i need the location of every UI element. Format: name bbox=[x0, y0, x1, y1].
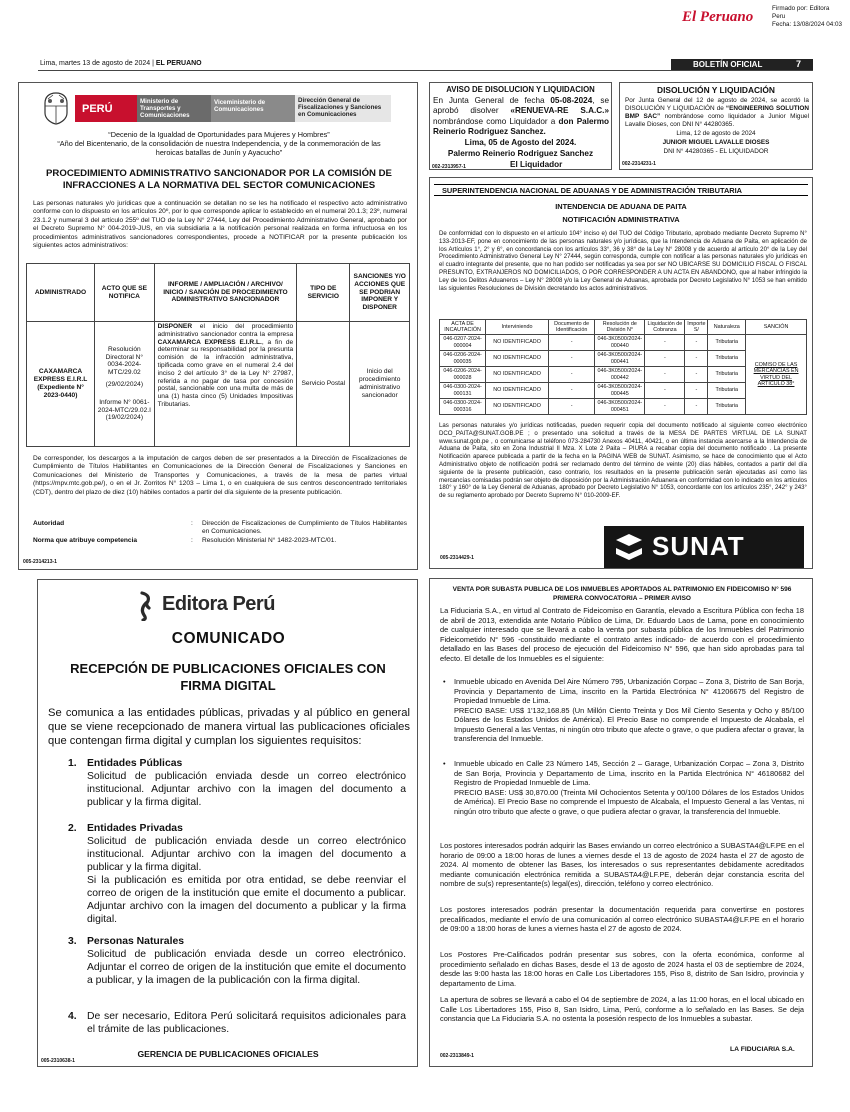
subasta-intro: La Fiduciaria S.A., en virtud al Contrato de Fideicomiso en Garantía, elevado a Escritura Pública con fecha 18 de abril de 2013, extendida ante Notario Público de Lima, Dr. Eduardo Laos de Lama, pone en conocimiento de cualquier interesado que se llevará a cabo la venta por subasta pública de los Inmuebles del Patrimonio Fideicometido N° 596 -constituido mediante el contrato antes indicado- de acuerdo con el procedimiento detallado en las Bases del proceso de ejecución del Fideicomiso N° 596, que han sido aprobadas para tal efecto. El detalle de los Inmuebles es el siguiente: bbox=[440, 606, 804, 663]
sunat-logo-text: SUNAT bbox=[652, 531, 745, 561]
subasta-notice: VENTA POR SUBASTA PUBLICA DE LOS INMUEBLES APORTADOS AL PATRIMONIO EN FIDEICOMISO N° 596 PRIMERA CONVOCATORIA – PRIMER AVISO La Fiduciaria S.A., en virtud al Contrato de Fideicomiso en Garantía, elevado a Escritura Pública con fecha 18 de abril de 2013, extendida ante Notario Público de Lima, Dr. Eduardo Laos de Lama, pone en conocimiento de cualquier interesado que se llevará a cabo la venta por subasta pública de los Inmuebles del Patrimonio Fideicometido N° 596 -constituido mediante el contrato antes indicado- de acuerdo con el procedimiento detallado en las Bases del proceso de ejecución del Fideicomiso N° 596, que han sido aprobadas para tal efecto. El detalle de los Inmuebles es el siguiente: • Inmueble ubicado en Avenida Del Aire Número 795, Urbanización Corpac – Zona 3, Distrito de San Borja, Provincia y Departamento de Lima, inscrito en la Partida Electrónica N° 41206675 del Registro de Propiedad Inmueble de Lima. PRECIO BASE: US$ 1'132,168.85 (Un Millón Ciento Treinta y Dos Mil Ciento Sesenta y Ocho y 85/100 Dólares de los Estados Unidos de América). El Precio Base no comprende el Impuesto de Alcabala, el Impuesto General a las Ventas, ni ningún otro tributo que afecte o grave, o que pudiera afectar o gravar, la transferencia del Inmueble. • Inmueble ubicado en Calle 23 Número 145, Sección 2 – Garage, Urbanización Corpac – Zona 3, Distrito de San Borja, Provincia y Departamento de Lima, inscrito en la Partida Electrónica N° 46180682 del Registro de Propiedad Inmueble de Lima. PRECIO BASE: US$ 30,870.00 (Treinta Mil Ochocientos Setenta y 00/100 Dólares de los Estados Unidos de América). El Precio Base no comprende el Impuesto de Alcabala, el Impuesto General a las Ventas, ni ningún otro tributo que afecte o grave, o que pudiera afectar o gravar, la transferencia del Inmueble. Los postores interesados podrán adquirir las Bases enviando un correo electrónico a SUBASTA4@LF.PE en el horario de 09:00 a 18:00 horas de lunes a viernes desde el 13 de agosto de 2024 hasta el 27 de agosto de 2024. Al momento de obtener las Bases, los interesados o sus representantes debidamente acreditados mediante comunicación electrónica remitida a SUBASTA4@LF.PE, deberán dejar constancia escrita del nombre de su(s) representante(s) legal(es), dirección, teléfono y correo electrónico. Los postores interesados podrán presentar la documentación requerida para convertirse en postores precalificados, mediante el envío de una comunicación al correo electrónico SUBASTA4@LF.PE en el horario de 09:00 a 18:00 horas de lunes a viernes hasta el 27 de agosto de 2024. Los Postores Pre-Calificados podrán presentar sus sobres, con la oferta económica, conforme al procedimiento señalado en dichas Bases, desde el 13 de agosto de 2024 hasta el 03 de septiembre de 2024, desde las 9:00 hasta las 18:00 horas en Calle Los Libertadores 155, Piso 8, distrito de San Isidro, provincia y departamento de Lima. La apertura de sobres se llevará a cabo el 04 de septiembre de 2024, a las 11:00 horas, en el local ubicado en Calle Los Libertadores 155, Piso 8, San Isidro, Lima, Perú, conforme a lo señalado en las Bases. Se deja constancia que La Fiduciaria S.A. no ostenta la posesión respecto de los Inmuebles a subastar. 002-2313849-1 LA FIDUCIARIA S.A. bbox=[429, 578, 813, 1067]
table-row: 046-0300-2024-000131 NO IDENTIFICADO - 046-3K0500/2024-000445 - - Tributaria bbox=[440, 383, 807, 399]
editora-brand: Editora Perú bbox=[162, 593, 275, 615]
mtc-header-logo bbox=[41, 91, 391, 125]
tipo-cell: Servicio Postal bbox=[297, 322, 350, 447]
section-title: BOLETÍN OFICIAL bbox=[693, 60, 763, 69]
renueva-title: AVISO DE DISOLUCION Y LIQUIDACION bbox=[446, 85, 595, 94]
editora-code: 005-2310638-1 bbox=[41, 1058, 75, 1064]
signature-text: Firmado por: Editora Peru Fecha: 13/08/2024 04:03 bbox=[772, 5, 843, 28]
peru-logo-box: PERÚ bbox=[75, 95, 137, 122]
decenio-text: “Decenio de la Igualdad de Oportunidades para Mujeres y Hombres” bbox=[108, 130, 330, 139]
table-row: 046-0206-2024-000028 NO IDENTIFICADO - 046-3K0500/2024-000442 - - Tributaria bbox=[440, 367, 807, 383]
norma-value: Resolución Ministerial N° 1482-2023-MTC/01. bbox=[202, 537, 337, 544]
bullet-icon: • bbox=[443, 759, 446, 768]
editora-logo bbox=[136, 590, 326, 622]
table-row: 046-0207-2024-000004 NO IDENTIFICADO - 046-3K0500/2024-000440 - - Tributaria COMISO DE LAS MERCANCIAS EN VIRTUD DEL ARTÍCULO 38° bbox=[440, 335, 807, 351]
colon: : bbox=[191, 537, 193, 544]
autoridad-label: Autoridad bbox=[33, 520, 65, 527]
table-header: Naturaleza bbox=[708, 320, 746, 335]
el-peruano-signature-logo: El Peruano bbox=[682, 9, 754, 25]
sancion-cell: COMISO DE LAS MERCANCIAS EN VIRTUD DEL ARTÍCULO 38° bbox=[746, 335, 807, 415]
table-header: Interviniendo bbox=[486, 320, 549, 335]
direction-logo-box: Dirección General de Fiscalizaciones y Sanciones en Comunicaciones bbox=[295, 95, 391, 122]
norma-label: Norma que atribuye competencia bbox=[33, 537, 138, 544]
engineering-code: 002-2314231-1 bbox=[622, 161, 656, 167]
mtc-intro: Las personas naturales y/o jurídicas que a continuación se detallan no se les ha notificado el respectivo acto administrativo conforme con lo dispuesto en los artículos 20º, por lo que corresponde aplicar lo establecido en el numeral 20.1.3; 23º, numeral 23.1.2 y numeral 3 del artículo 255º del TUO de la Ley N° 27444, Ley del Procedimiento Administrativo General, aprobado por el Decreto Supremo N° 004-2019-JUS, en vía subsidiaria a la notificación personal realizada en forma infructuosa en los procedimientos administrativos sancionadores correspondientes, procede a NOTIFICAR por la presente publicación los siguientes actos administrativos: bbox=[33, 200, 407, 250]
engineering-body: Por Junta General del 12 de agosto de 2024, se acordó la DISOLUCIÓN Y LIQUIDACIÓN de “ENGINEERING SOLUTION BMP SAC” nombrándose como liquidador a Junior Miguel Lavalle Dioses, con DNI N° 44280365. bbox=[625, 97, 809, 128]
colon: : bbox=[191, 520, 193, 527]
subasta-title: VENTA POR SUBASTA PUBLICA DE LOS INMUEBLES APORTADOS AL PATRIMONIO EN FIDEICOMISO N° 596 bbox=[452, 586, 792, 593]
engineering-notice bbox=[619, 82, 813, 170]
vice-logo-box: Viceministerio de Comunicaciones bbox=[211, 95, 295, 122]
renueva-role: El Liquidador bbox=[510, 160, 563, 169]
sunat-logo bbox=[604, 526, 804, 568]
subasta-p2: Los postores interesados podrán presentar la documentación requerida para convertirse en postores precalificados, mediante el envío de una comunicación al correo electrónico SUBASTA4@LF.PE en el horario de 09:00 a 18:00 horas de lunes a viernes hasta el 27 de agosto de 2024. bbox=[440, 905, 804, 933]
acto-cell: Resolución Directoral N° 0034-2024-MTC/29.02 (29/02/2024) Informe N° 0061-2024-MTC/29.02.I (19/02/2024) bbox=[95, 322, 155, 447]
sunat-notice bbox=[429, 177, 813, 569]
mtc-code: 005-2314213-1 bbox=[23, 559, 57, 565]
table-header: SANCIÓN bbox=[746, 320, 807, 335]
renueva-notice bbox=[429, 82, 612, 170]
administrado-cell: CAXAMARCA EXPRESS E.I.R.L (Expediente N° 2023-0440) bbox=[27, 322, 95, 447]
comunicado-title: COMUNICADO bbox=[171, 630, 286, 647]
table-header: Resolución de División N° bbox=[595, 320, 645, 335]
table-header: SANCIONES Y/O ACCIONES QUE SE PODRIAN IMPONER Y DISPONER bbox=[350, 264, 410, 322]
subasta-code: 002-2313849-1 bbox=[440, 1053, 474, 1059]
signature-block bbox=[682, 3, 847, 33]
engineering-place: Lima, 12 de agosto de 2024 bbox=[676, 130, 756, 137]
renueva-place: Lima, 05 de Agosto del 2024. bbox=[464, 138, 577, 147]
ministry-logo-box: Ministerio de Transportes y Comunicaciones bbox=[137, 95, 211, 122]
sunat-intendencia: INTENDENCIA DE ADUANA DE PAITA bbox=[555, 202, 687, 211]
editora-title: RECEPCIÓN DE PUBLICACIONES OFICIALES CON FIRMA DIGITAL bbox=[70, 661, 386, 693]
sunat-code: 005-2314429-1 bbox=[440, 555, 474, 561]
table-header: ADMINISTRADO bbox=[27, 264, 95, 322]
anio-text: “Año del Bicentenario, de la consolidación de nuestra Independencia, y de la conmemoración de las heroicas batallas de Junín y Ayacucho” bbox=[57, 139, 381, 157]
sunat-header-bar: SUPERINTENDENCIA NACIONAL DE ADUANAS Y DE ADMINISTRACIÓN TRIBUTARIA bbox=[434, 184, 808, 196]
table-row: 046-0206-2024-000035 NO IDENTIFICADO - 046-3K0500/2024-000441 - - Tributaria bbox=[440, 351, 807, 367]
table-header: ACTO QUE SE NOTIFICA bbox=[95, 264, 155, 322]
informe-cell: DISPONER el inicio del procedimiento administrativo sancionador contra la empresa CAXAMARCA EXPRESS E.I.R.L., a fin de determinar su responsabilidad por la presunta comisión de la infracción administrativa, tipificada como grave en el numeral 2.4 del inciso 2 del artículo 3° de la Ley N° 27987, referida a no pagar de tasa por concesión postal, sancionable con una multa de más de una (1) hasta cinco (5) Unidades Impositivas Tributarias. bbox=[154, 322, 297, 447]
table-header: Liquidación de Cobranza bbox=[645, 320, 685, 335]
mtc-notice bbox=[18, 82, 418, 570]
gerencia-signature: GERENCIA DE PUBLICACIONES OFICIALES bbox=[137, 1049, 319, 1059]
table-header: Documento de Identificación bbox=[549, 320, 595, 335]
engineering-signer: JUNIOR MIGUEL LAVALLE DIOSES bbox=[662, 139, 770, 146]
subasta-p1: Los postores interesados podrán adquirir las Bases enviando un correo electrónico a SUBASTA4@LF.PE en el horario de 09:00 a 18:00 horas de lunes a viernes desde el 13 de agosto de 2024 hasta el 27 de agosto de 2024. Al momento de obtener las Bases, los interesados o sus representantes debidamente acreditados mediante comunicación electrónica remitida a SUBASTA4@LF.PE, deberán dejar constancia escrita del nombre de su(s) representante(s) legal(es), dirección, teléfono y correo electrónico. bbox=[440, 841, 804, 888]
engineering-title: DISOLUCIÓN Y LIQUIDACIÓN bbox=[657, 85, 775, 95]
sunat-table bbox=[439, 319, 807, 415]
mtc-title: PROCEDIMIENTO ADMINISTRATIVO SANCIONADOR POR LA COMISIÓN DE INFRACCIONES A LA NORMATIVA DEL SECTOR COMUNICACIONES bbox=[46, 168, 392, 191]
mtc-footer-text: De corresponder, los descargos a la imputación de cargos deben de ser presentados a la Dirección de Fiscalizaciones de Cumplimiento de Títulos Habilitantes en Comunicaciones de la Dirección General de Fiscalizaciones y Sanciones en Comunicaciones del Ministerio de Transportes y Comunicaciones, a través de la mesa de partes virtual (https://mpv.mtc.gob.pe/), o en el Jr. Zorritos N° 1203 – Lima 1, o en cualquiera de sus centros desconcentrado territoriales (CDT), dentro del plazo de diez (10) hábiles contados a partir del día siguiente de la presente publicación. bbox=[33, 455, 407, 496]
sanciones-cell: Inicio del procedimiento administrativo sancionador bbox=[350, 322, 410, 447]
editora-intro: Se comunica a las entidades públicas, privadas y al público en general que se viene recepcionado de manera virtual las publicaciones oficiales que contengan firma digital y cumplan los siguientes requisitos: bbox=[48, 707, 410, 747]
table-header: INFORME / AMPLIACIÓN / ARCHIVO/ INICIO / SANCIÓN DE PROCEDIMIENTO ADMINISTRATIVO SANCIONADOR bbox=[154, 264, 297, 322]
sunat-footer-text: Las personas naturales y/o jurídicas notificadas, pueden requerir copia del documento notificado al siguiente correo electrónico DCO_PAITA@SUNAT.GOB.PE ; o presentado una solicitud a través de la MESA DE PARTES VIRTUAL DE LA SUNAT www.sunat.gob.pe , o comunicarse al teléfono 073-284730 Anexos 40411, 40421, o en última instancia acercarse a la Intendencia de Aduana de Paita, sito en Zona Industrial II Mza. X Lote 2 Paita – PIURA a recabar copia del documento notificado . La presente Notificación aparece publicada a partir de la fecha en la PAGINA WEB de SUNAT. Asimismo, se hace de conocimiento que el Acto Administrativo objeto de notificación podrá ser reclamado dentro del término de veinte (20) días hábiles, contados a partir del día siguiente de la presente publicación, caso contrario, los resultados en la presente publicación serán ejecutadas así como las mercancías comisadas podrán ser objeto de disposición por la Administración Aduanera en conformidad con lo indicado en los artículos 180° y 160° de la Ley General de Aduanas, aprobado por Decreto Legislativo N° 1053, concordante con los artículos 235°, 242° y 243° de su reglamento aprobado por Decreto Supremo N° 010-2009-EF. bbox=[439, 422, 807, 500]
engineering-dni: DNI N° 44280365 - EL LIQUIDADOR bbox=[663, 148, 769, 155]
table-header: ACTA DE INCAUTACIÓN bbox=[440, 320, 486, 335]
renueva-body: En Junta General de fecha 05-08-2024, se aprobó disolver «RENUEVA-RE S.A.C.» nombrándose como Liquidador a don Palermo Reinerio Rodriguez Sanchez. bbox=[433, 96, 610, 136]
peru-shield-icon bbox=[41, 91, 71, 125]
masthead bbox=[38, 59, 813, 71]
sunat-intro: De conformidad con lo dispuesto en el artículo 104° inciso e) del TUO del Código Tributario, aprobado mediante Decreto Supremo N° 133-2013-EF, pone en conocimiento de las personas naturales y/o jurídicas, que la Intendencia de Aduana de Paita, en aplicación de los Artículos 1°, 2° y 6°, en concordancia con los artículos 33°, 36 y 38° de la Ley N° 28008 y de acuerdo al artículo 20° de la Ley del Procedimiento Administrativo General Ley N° 27444, según corresponda, cumple con notificar a las personas naturales y/o jurídicas en el cuadro integrante del presente, que no han podido ser notificadas ya sea por ser NO UBICARSE SU DOMICILIO FISCAL O FISCAL PRESUNTO, EXTRANJEROS NO DOMICILIADOS, O POR CORRESPONDER A UN ACTA EN ABANDONO, que al haber infringido la Ley de los Delitos Aduaneros – Ley N° 28008 y/o la Ley General de Aduanas, aprobada por Decreto Legislativo N° 1053 se han emitido las siguientes Resoluciones de División decretando los actos administrativos. bbox=[439, 230, 807, 292]
table-row: 046-0300-2024-000316 NO IDENTIFICADO - 046-3K0500/2024-000451 - - Tributaria bbox=[440, 399, 807, 415]
editora-logo-icon bbox=[136, 591, 158, 621]
subasta-subtitle: PRIMERA CONVOCATORIA – PRIMER AVISO bbox=[553, 595, 691, 602]
table-header: Importe S/ bbox=[685, 320, 708, 335]
editora-comunicado: Editora Perú COMUNICADO RECEPCIÓN DE PUBLICACIONES OFICIALES CON FIRMA DIGITAL Se comunica a las entidades públicas, privadas y al público en general que se viene recepcionado de manera virtual las publicaciones oficiales que contengan firma digital y cumplan los siguientes requisitos: 1. Entidades Públicas Solicitud de publicación enviada desde un correo electrónico institucional. Adjuntar archivo con la imagen del documento a publicar y la firma digital. 2. Entidades Privadas Solicitud de publicación enviada desde un correo electrónico institucional. Adjuntar archivo con la imagen del documento a publicar y la firma digital. Si la publicación es emitida por otra entidad, se debe reenviar el correo de origen de la institución que emite el documento a publicar. Adjuntar archivo con la imagen del documento a publicar y la firma digital. 3. Personas Naturales Solicitud de publicación enviada desde un correo electrónico. Adjuntar el correo de origen de la institución que emite el documento a publicar, y la imagen de la publicación con la firma digital. 4. De ser necesario, Editora Perú solicitará requisitos adicionales para el trámite de las publicaciones. GERENCIA DE PUBLICACIONES OFICIALES 005-2310638-1 bbox=[37, 579, 418, 1067]
subasta-p3: Los Postores Pre-Calificados podrán presentar sus sobres, con la oferta económica, conforme al procedimiento señalado en dichas Bases, desde el 13 de agosto de 2024 hasta el 03 de septiembre de 2024, desde las 9:00 hasta las 18:00 horas en Calle Los Libertadores 155, Piso 8, distrito de San Isidro, provincia y departamento de Lima. bbox=[440, 950, 804, 988]
subasta-p4: La apertura de sobres se llevará a cabo el 04 de septiembre de 2024, a las 11:00 horas, en el local ubicado en Calle Los Libertadores 155, Piso 8, San Isidro, Lima, Perú, conforme a lo señalado en las Bases. Se deja constancia que La Fiduciaria S.A. no ostenta la posesión respecto de los Inmuebles a subastar. bbox=[440, 995, 804, 1023]
sunat-logo-icon bbox=[612, 532, 646, 562]
renueva-code: 002-2313957-1 bbox=[432, 164, 466, 170]
mtc-table bbox=[26, 263, 410, 447]
page-number: 7 bbox=[796, 59, 802, 69]
renueva-signer: Palermo Reinerio Rodriguez Sanchez bbox=[447, 149, 594, 158]
autoridad-value: Dirección de Fiscalizaciones de Cumplimiento de Títulos Habilitantes en Comunicaciones. bbox=[202, 520, 407, 536]
section-bar bbox=[671, 59, 813, 70]
bullet-icon: • bbox=[443, 677, 446, 686]
table-header: TIPO DE SERVICIO bbox=[297, 264, 350, 322]
masthead-date: Lima, martes 13 de agosto de 2024 | EL PERUANO bbox=[40, 60, 202, 67]
subasta-signer: LA FIDUCIARIA S.A. bbox=[730, 1046, 795, 1053]
sunat-notif-title: NOTIFICACIÓN ADMINISTRATIVA bbox=[562, 215, 680, 224]
